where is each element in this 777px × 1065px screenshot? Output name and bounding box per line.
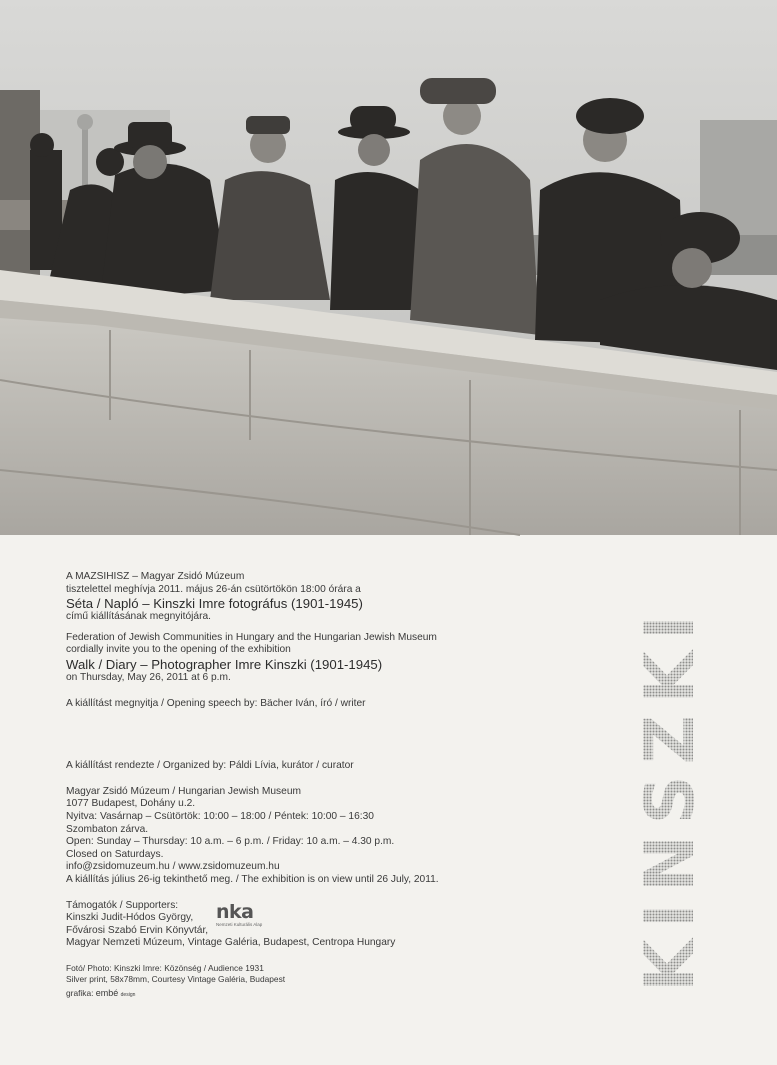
design-name: embé <box>95 987 119 998</box>
nka-logo <box>216 900 263 927</box>
kinszki-title-text: KINSZKI <box>631 603 710 993</box>
opening-hours-en: Open: Sunday – Thursday: 10 a.m. – 6 p.m. / Friday: 10 a.m. – 4.30 p.m. <box>66 836 395 848</box>
design-label: grafika: <box>66 987 94 998</box>
intro-en-line3: on Thursday, May 26, 2011 at 6 p.m. <box>66 671 231 683</box>
opening-hours-hu: Nyitva: Vasárnap – Csütörtök: 10:00 – 18:00 / Péntek: 10:00 – 16:30 <box>66 810 374 822</box>
exhibition-end-date: A kiállítás július 26-ig tekinthető meg. / The exhibition is on view until 26 July, 2011. <box>66 873 439 885</box>
photo-credit: Fotó/ Photo: Kinszki Imre: Közönség / Audience 1931 <box>66 962 264 973</box>
nka-logo-subtitle: Nemzeti Kulturális Alap <box>216 921 263 927</box>
invitation-text <box>66 571 626 1001</box>
kinszki-title-graphic <box>631 568 724 1028</box>
opening-speech: A kiállítást megnyitja / Opening speech by: Bächer Iván, író / writer <box>66 697 366 709</box>
supporter-line3: Magyar Nemzeti Múzeum, Vintage Galéria, Budapest, Centropa Hungary <box>66 937 396 949</box>
print-credit: Silver print, 58x78mm, Courtesy Vintage Galéria, Budapest <box>66 973 286 984</box>
organized-by: A kiállítást rendezte / Organized by: Páldi Lívia, kurátor / curator <box>66 760 354 772</box>
contact-info[interactable]: info@zsidomuzeum.hu / www.zsidomuzeum.hu <box>66 861 280 873</box>
museum-address: 1077 Budapest, Dohány u.2. <box>66 798 196 810</box>
vertical-title <box>631 568 724 1028</box>
supporter-line2: Fővárosi Szabó Ervin Könyvtár, <box>66 924 209 936</box>
design-credit <box>66 988 626 1001</box>
exhibition-title-hu: Séta / Napló – Kinszki Imre fotográfus (1901-1945) <box>66 596 363 612</box>
intro-hu-line3: című kiállításának megnyitójára. <box>66 611 211 623</box>
closed-en: Closed on Saturdays. <box>66 848 164 860</box>
supporters-heading: Támogatók / Supporters: <box>66 899 179 911</box>
exhibition-title-en: Walk / Diary – Photographer Imre Kinszki (1901-1945) <box>66 656 383 672</box>
supporters-block <box>66 900 626 950</box>
closed-hu: Szombaton zárva. <box>66 823 149 835</box>
intro-hu-line2: tisztelettel meghívja 2011. május 26-án csütörtökön 18:00 órára a <box>66 583 361 595</box>
intro-hu-line1: A MAZSIHISZ – Magyar Zsidó Múzeum <box>66 571 245 582</box>
intro-en-line2: cordially invite you to the opening of the exhibition <box>66 644 291 656</box>
supporter-line1: Kinszki Judit-Hódos György, <box>66 912 194 924</box>
nka-logo-word: nka <box>216 900 254 923</box>
museum-name: Magyar Zsidó Múzeum / Hungarian Jewish Museum <box>66 785 301 797</box>
photo-credits <box>66 963 626 1001</box>
intro-en-line1: Federation of Jewish Communities in Hungary and the Hungarian Jewish Museum <box>66 631 437 643</box>
design-sub: design <box>120 991 136 998</box>
